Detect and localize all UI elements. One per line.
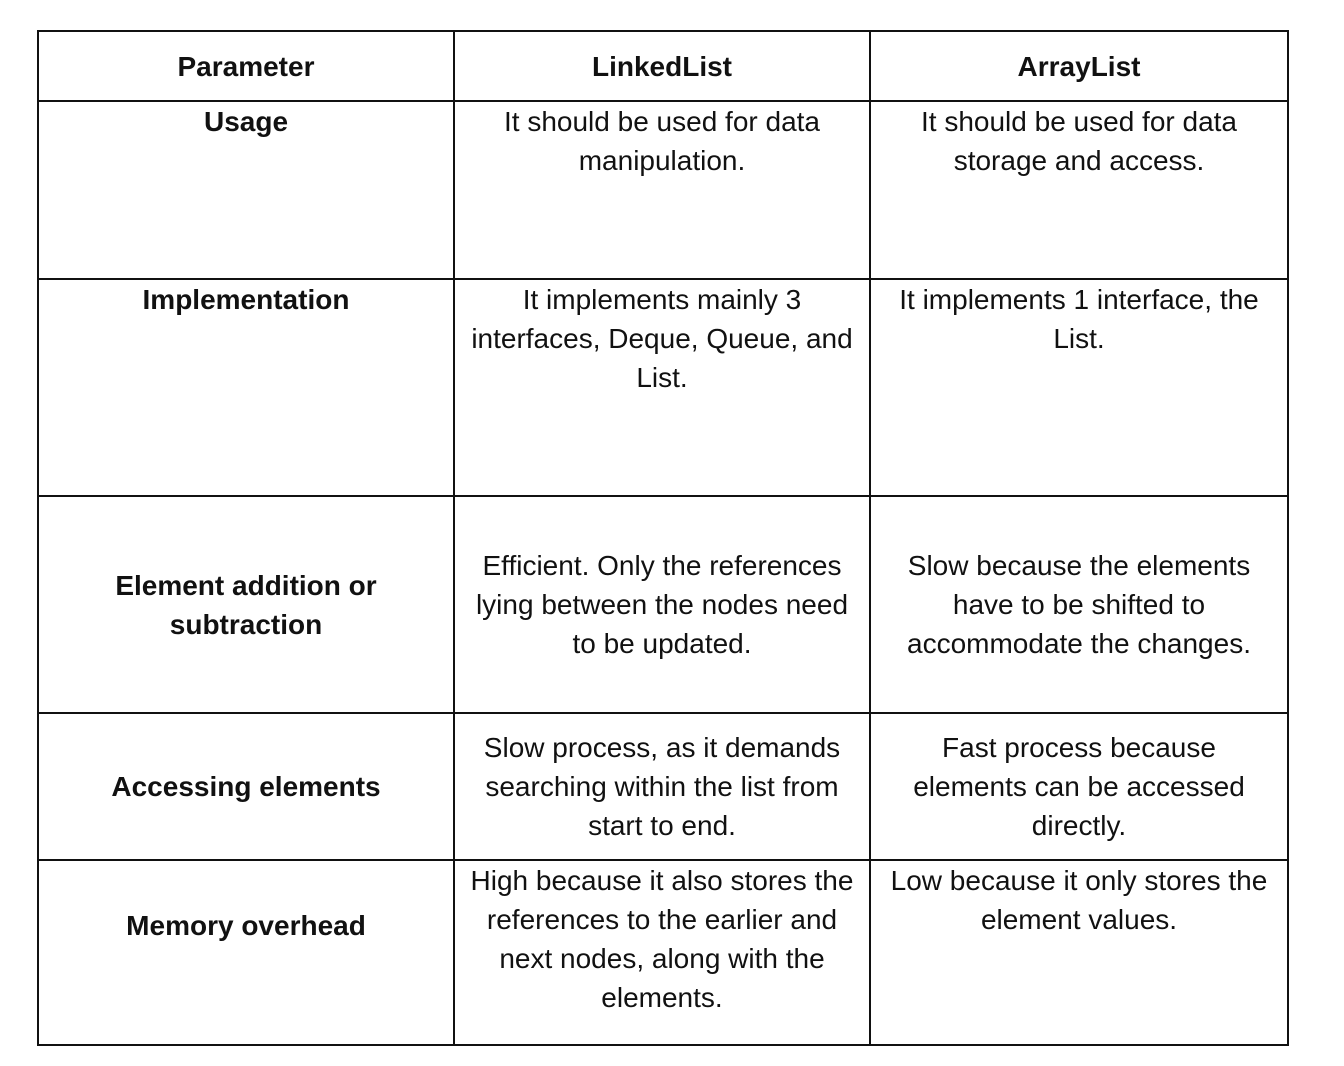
table-row: [38, 860, 1288, 1045]
row-parameter-cell: Accessing elements: [38, 713, 454, 860]
header-linkedlist: LinkedList: [454, 31, 870, 101]
row-linkedlist-cell: Slow process, as it demands searching within the list from start to end.: [454, 713, 870, 860]
row-parameter-cell: Implementation: [38, 279, 454, 496]
row-arraylist-cell: It should be used for data storage and access.: [870, 101, 1288, 279]
row-arraylist-cell: Slow because the elements have to be shifted to accommodate the changes.: [870, 496, 1288, 713]
table-header-row: [38, 31, 1288, 101]
row-arraylist-cell: It implements 1 interface, the List.: [870, 279, 1288, 496]
row-arraylist-cell: Low because it only stores the element values.: [870, 860, 1288, 1045]
table-row: [38, 496, 1288, 713]
row-parameter-cell: Element addition or subtraction: [38, 496, 454, 713]
comparison-table: [37, 30, 1289, 1046]
row-parameter-cell: Usage: [38, 101, 454, 279]
table-row: [38, 713, 1288, 860]
table-row: [38, 101, 1288, 279]
row-parameter-cell: Memory overhead: [38, 860, 454, 1045]
row-linkedlist-cell: Efficient. Only the references lying between the nodes need to be updated.: [454, 496, 870, 713]
row-linkedlist-cell: It implements mainly 3 interfaces, Deque, Queue, and List.: [454, 279, 870, 496]
header-parameter: Parameter: [38, 31, 454, 101]
row-arraylist-cell: Fast process because elements can be accessed directly.: [870, 713, 1288, 860]
row-linkedlist-cell: It should be used for data manipulation.: [454, 101, 870, 279]
table-row: [38, 279, 1288, 496]
row-linkedlist-cell: High because it also stores the references to the earlier and next nodes, along with the elements.: [454, 860, 870, 1045]
header-arraylist: ArrayList: [870, 31, 1288, 101]
